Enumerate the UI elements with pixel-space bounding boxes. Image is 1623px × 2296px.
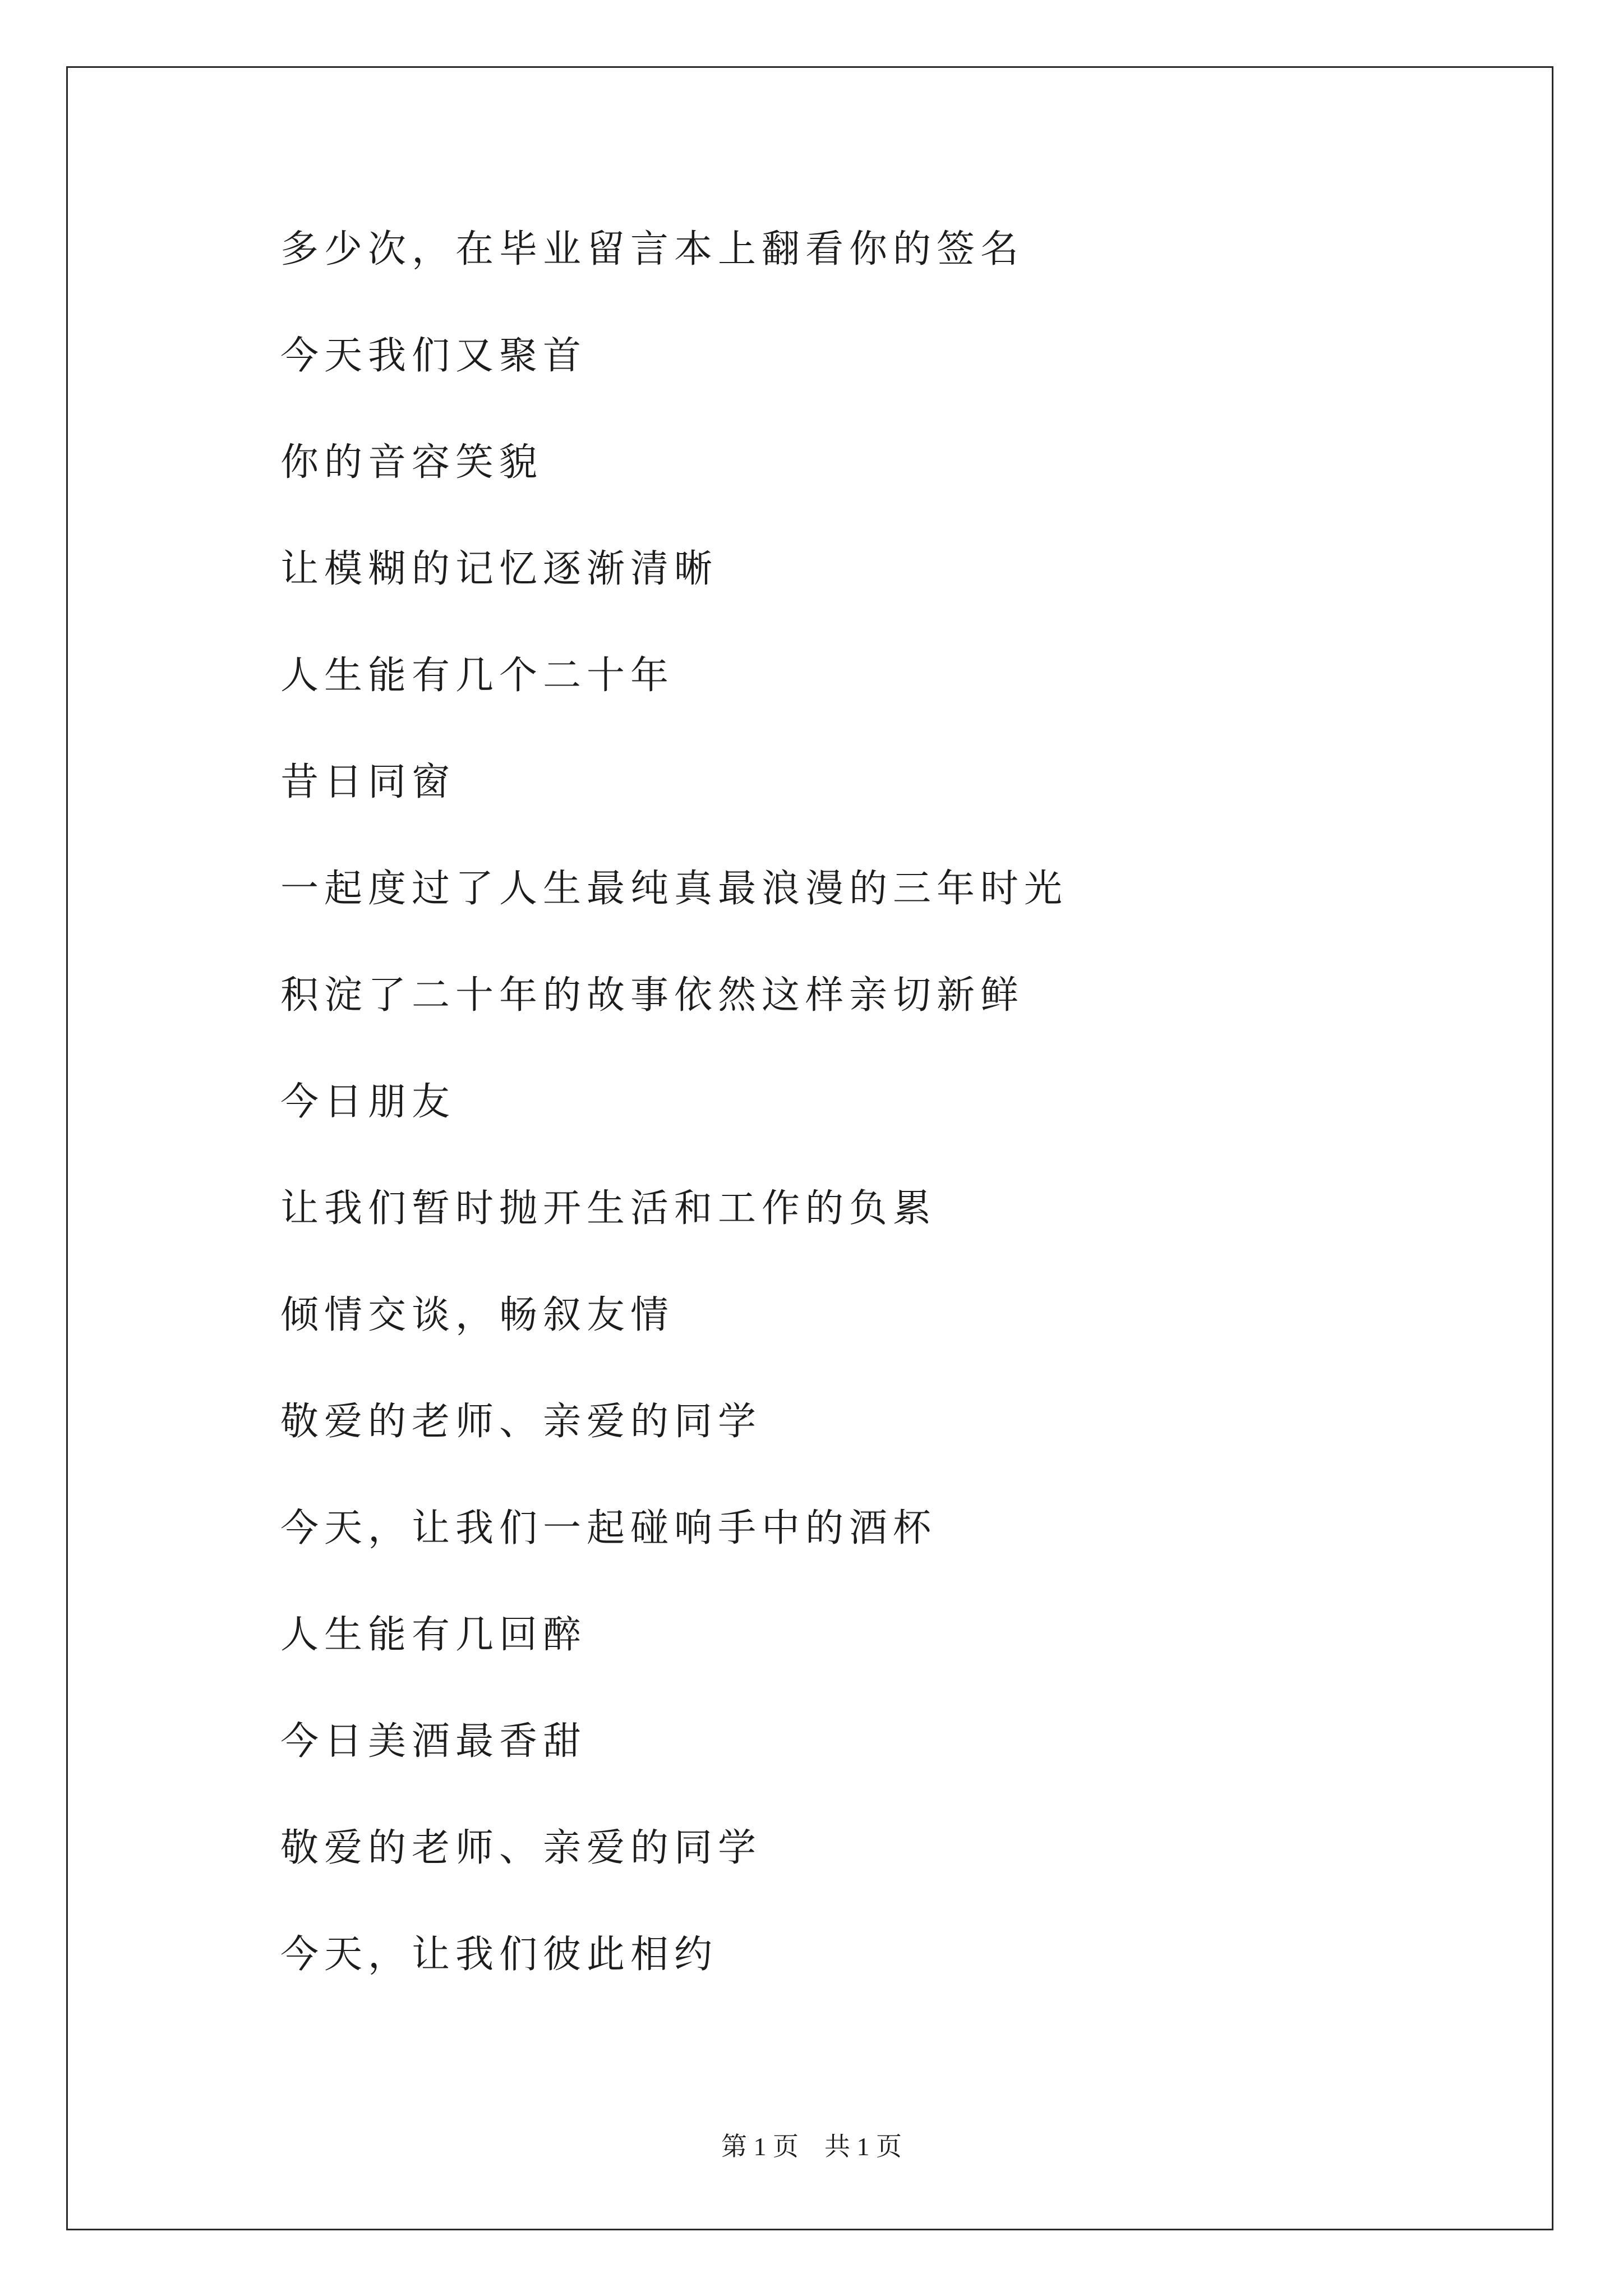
poem-line: 今日美酒最香甜 (280, 1719, 587, 1764)
poem-line: 今日朋友 (280, 1080, 456, 1124)
poem-line: 积淀了二十年的故事依然这样亲切新鲜 (280, 973, 1025, 1018)
poem-line: 倾情交谈，畅叙友情 (280, 1293, 675, 1337)
poem-line: 人生能有几个二十年 (280, 654, 675, 698)
poem-line: 人生能有几回醉 (280, 1613, 587, 1657)
poem-line: 让我们暂时抛开生活和工作的负累 (280, 1186, 937, 1231)
poem-line: 多少次，在毕业留言本上翻看你的签名 (280, 227, 1025, 272)
poem-line: 今天我们又聚首 (280, 334, 587, 378)
poem-line: 昔日同窗 (280, 760, 456, 804)
poem-line: 今天，让我们彼此相约 (280, 1932, 718, 1977)
poem-line: 你的音容笑貌 (280, 440, 543, 485)
poem-body (280, 219, 1068, 2031)
poem-line: 今天，让我们一起碰响手中的酒杯 (280, 1506, 937, 1550)
page-footer (0, 2126, 1623, 2163)
page-number: 第 1 页 (721, 2132, 799, 2161)
poem-line: 一起度过了人生最纯真最浪漫的三年时光 (280, 867, 1068, 911)
poem-line: 敬爱的老师、亲爱的同学 (280, 1400, 762, 1444)
poem-line: 让模糊的记忆逐渐清晰 (280, 547, 718, 591)
page-total: 共 1 页 (824, 2132, 902, 2161)
poem-line: 敬爱的老师、亲爱的同学 (280, 1826, 762, 1870)
